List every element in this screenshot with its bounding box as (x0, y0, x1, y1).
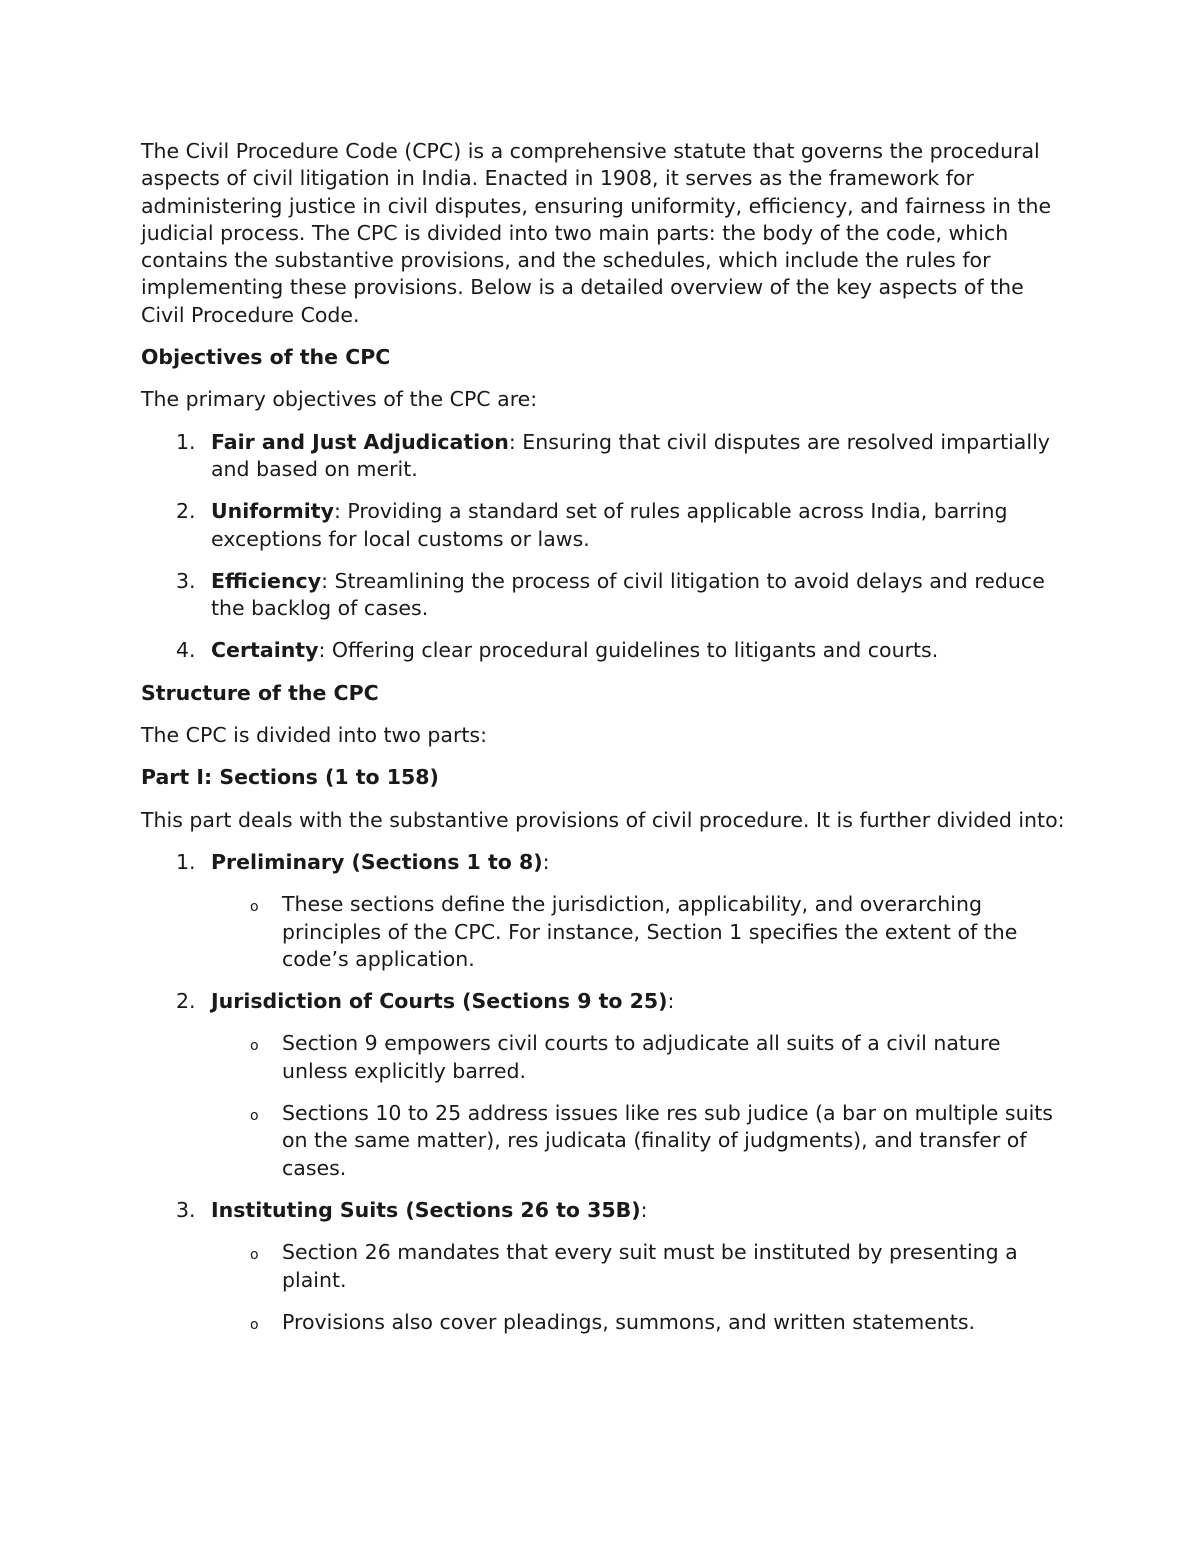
item-term: Certainty (211, 638, 319, 663)
list-number: 4. (176, 638, 196, 663)
list-item (141, 849, 1066, 973)
list-number: 1. (176, 849, 196, 874)
sub-list (211, 1030, 1066, 1181)
sub-item-text: Section 26 mandates that every suit must be instituted by presenting a plaint. (282, 1240, 1018, 1292)
item-text: : Providing a standard set of rules applicable across India, barring exceptions for local customs or laws. (211, 499, 1008, 551)
list-number: 3. (176, 568, 196, 593)
part1-lead: This part deals with the substantive provisions of civil procedure. It is further divided into: (141, 807, 1065, 832)
list-number: 2. (176, 989, 196, 1014)
item-text: : Ensuring that civil disputes are resolved impartially and based on merit. (211, 429, 1050, 481)
item-text: : (640, 1197, 648, 1222)
list-number: 1. (176, 429, 196, 454)
sub-list-item (211, 891, 1066, 973)
structure-lead: The CPC is divided into two parts: (141, 723, 488, 748)
item-term: Preliminary (Sections 1 to 8) (211, 849, 543, 874)
sub-item-text: Sections 10 to 25 address issues like res sub judice (a bar on multiple suits on the same matter), res judicata (finality of judgments), and transfer of cases. (282, 1101, 1053, 1180)
sub-list-item (211, 1309, 1066, 1336)
item-term: Jurisdiction of Courts (Sections 9 to 25) (211, 989, 668, 1014)
sub-list (211, 891, 1066, 973)
part1-heading: Part I: Sections (1 to 158) (141, 765, 439, 790)
bullet-icon: o (250, 1247, 259, 1264)
list-number: 3. (176, 1197, 196, 1222)
item-text: : (667, 989, 675, 1014)
list-item (141, 429, 1066, 484)
sub-item-text: Provisions also cover pleadings, summons, and written statements. (282, 1309, 976, 1334)
bullet-icon: o (250, 1108, 259, 1125)
objectives-heading: Objectives of the CPC (141, 345, 391, 370)
sub-list-item (211, 1239, 1066, 1294)
sub-list-item (211, 1100, 1066, 1182)
sub-item-text: These sections define the jurisdiction, applicability, and overarching principles of the CPC. For instance, Section 1 specifies the extent of the code’s application. (282, 892, 1018, 971)
sub-list (211, 1239, 1066, 1336)
bullet-icon: o (250, 899, 259, 916)
sub-item-text: Section 9 empowers civil courts to adjudicate all suits of a civil nature unless explicitly barred. (282, 1031, 1001, 1083)
sub-list-item (211, 1030, 1066, 1085)
intro-paragraph: The Civil Procedure Code (CPC) is a comprehensive statute that governs the procedural aspects of civil litigation in India. Enacted in 1908, it serves as the framework for administering justice in civil disputes, ensuring uniformity, efficiency, and fairness in the judicial process. The CPC is divided into two main parts: the body of the code, which contains the substantive provisions, and the schedules, which include the rules for implementing these provisions. Below is a detailed overview of the key aspects of the Civil Procedure Code. (141, 139, 1052, 327)
list-number: 2. (176, 499, 196, 524)
part1-list (141, 849, 1066, 1336)
bullet-icon: o (250, 1316, 259, 1333)
list-item (141, 568, 1066, 623)
objectives-lead: The primary objectives of the CPC are: (141, 387, 538, 412)
structure-heading: Structure of the CPC (141, 680, 379, 705)
list-item (141, 988, 1066, 1182)
list-item (141, 1197, 1066, 1336)
document-page (141, 138, 1066, 1351)
item-text: : (542, 849, 550, 874)
list-item (141, 637, 1066, 664)
item-term: Efficiency (211, 568, 322, 593)
item-term: Fair and Just Adjudication (211, 429, 509, 454)
objectives-list (141, 429, 1066, 665)
item-text: : Streamlining the process of civil litigation to avoid delays and reduce the backlog of cases. (211, 568, 1045, 621)
bullet-icon: o (250, 1038, 259, 1055)
list-item (141, 498, 1066, 553)
item-term: Instituting Suits (Sections 26 to 35B) (211, 1197, 641, 1222)
item-term: Uniformity (211, 499, 334, 524)
item-text: : Offering clear procedural guidelines to litigants and courts. (318, 638, 939, 663)
